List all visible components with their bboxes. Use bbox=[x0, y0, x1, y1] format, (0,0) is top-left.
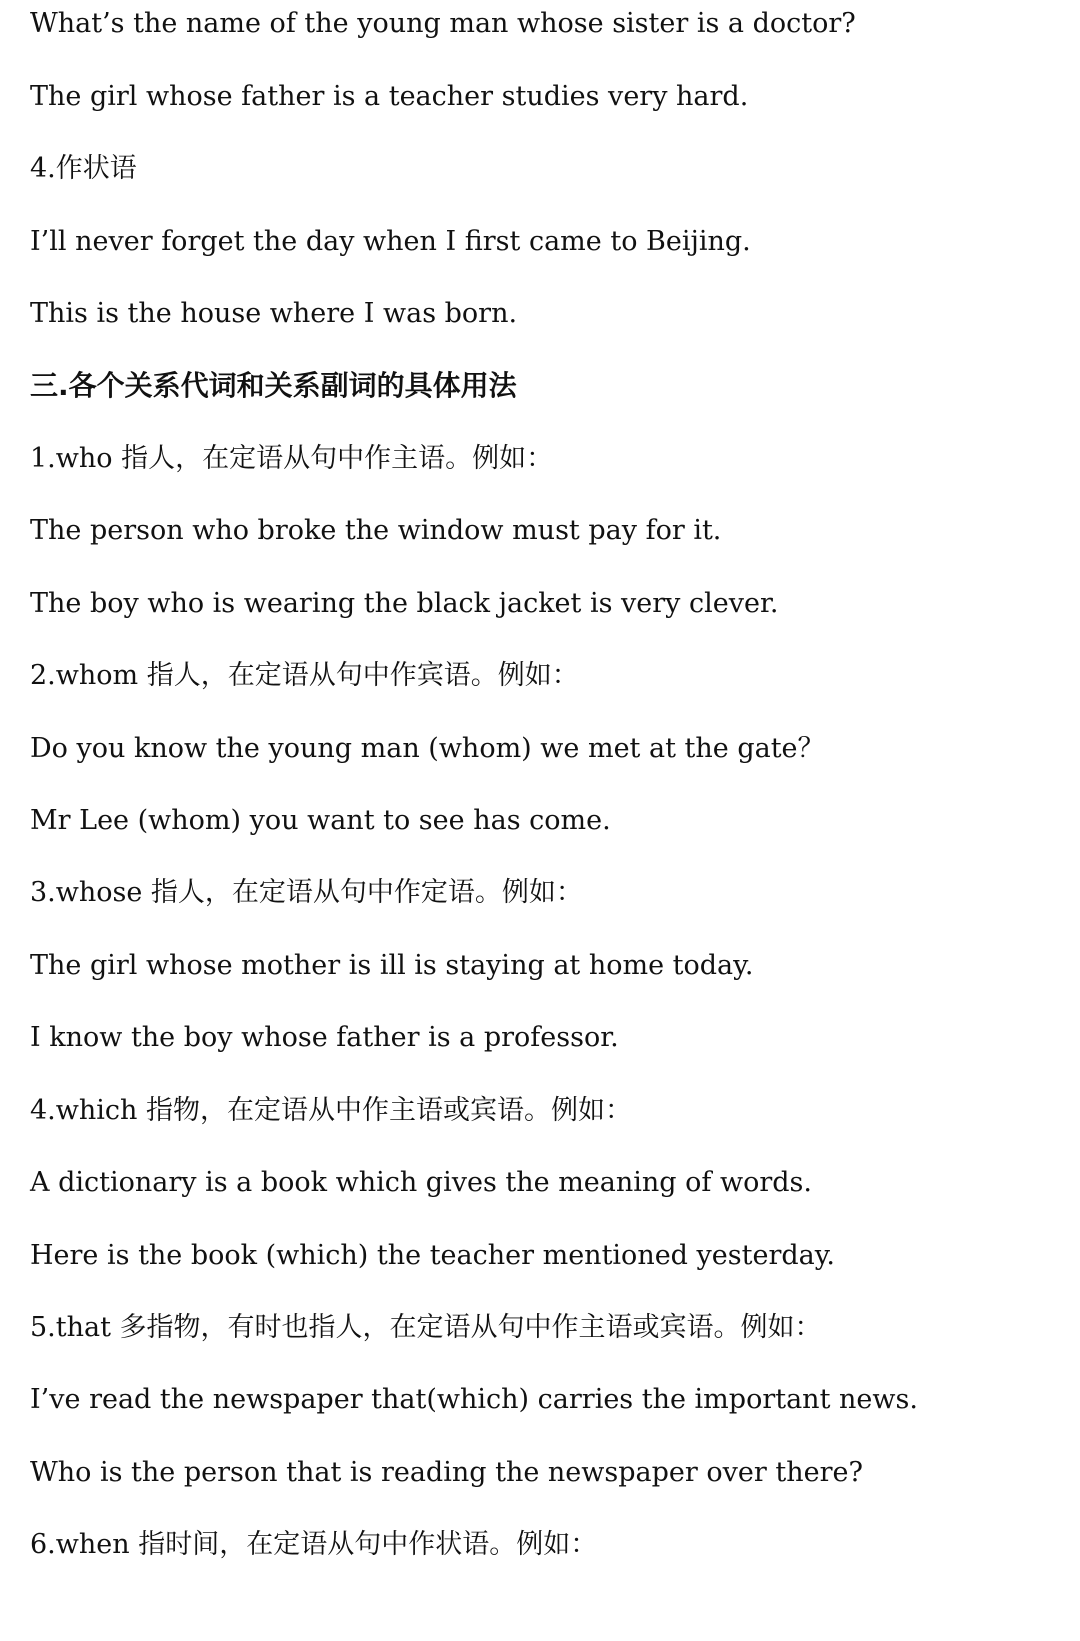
example-whose-professor: I know the boy whose father is a professor. bbox=[30, 1022, 619, 1053]
subheading-adverbial: 4.作状语 bbox=[30, 153, 137, 184]
example-sentence-when: I’ll never forget the day when I first came to Beijing. bbox=[30, 226, 751, 257]
section-heading-usage: 三.各个关系代词和关系副词的具体用法 bbox=[30, 369, 517, 402]
example-which-dictionary: A dictionary is a book which gives the meaning of words. bbox=[30, 1167, 812, 1198]
example-who-jacket: The boy who is wearing the black jacket is very clever. bbox=[30, 588, 779, 619]
example-who-window: The person who broke the window must pay for it. bbox=[30, 515, 722, 546]
rule-when: 6.when 指时间，在定语从句中作状语。例如： bbox=[30, 1529, 598, 1560]
example-that-newspaper: I’ve read the newspaper that(which) carries the important news. bbox=[30, 1384, 918, 1415]
rule-which: 4.which 指物，在定语从中作主语或宾语。例如： bbox=[30, 1095, 632, 1126]
rule-that: 5.that 多指物，有时也指人，在定语从句中作主语或宾语。例如： bbox=[30, 1312, 822, 1343]
example-sentence-whose-father: The girl whose father is a teacher studies very hard. bbox=[30, 81, 749, 112]
rule-who: 1.who 指人，在定语从句中作主语。例如： bbox=[30, 443, 554, 474]
example-whom-mr-lee: Mr Lee (whom) you want to see has come. bbox=[30, 805, 611, 836]
example-that-person: Who is the person that is reading the newspaper over there? bbox=[30, 1457, 863, 1488]
example-sentence-where: This is the house where I was born. bbox=[30, 298, 518, 329]
rule-whose: 3.whose 指人，在定语从句中作定语。例如： bbox=[30, 877, 583, 908]
example-whose-mother: The girl whose mother is ill is staying at home today. bbox=[30, 950, 754, 981]
rule-whom: 2.whom 指人，在定语从句中作宾语。例如： bbox=[30, 660, 579, 691]
example-whom-gate: Do you know the young man (whom) we met at the gate？ bbox=[30, 733, 825, 764]
example-sentence-whose-sister: What’s the name of the young man whose sister is a doctor? bbox=[30, 8, 856, 39]
example-which-book: Here is the book (which) the teacher mentioned yesterday. bbox=[30, 1240, 836, 1271]
